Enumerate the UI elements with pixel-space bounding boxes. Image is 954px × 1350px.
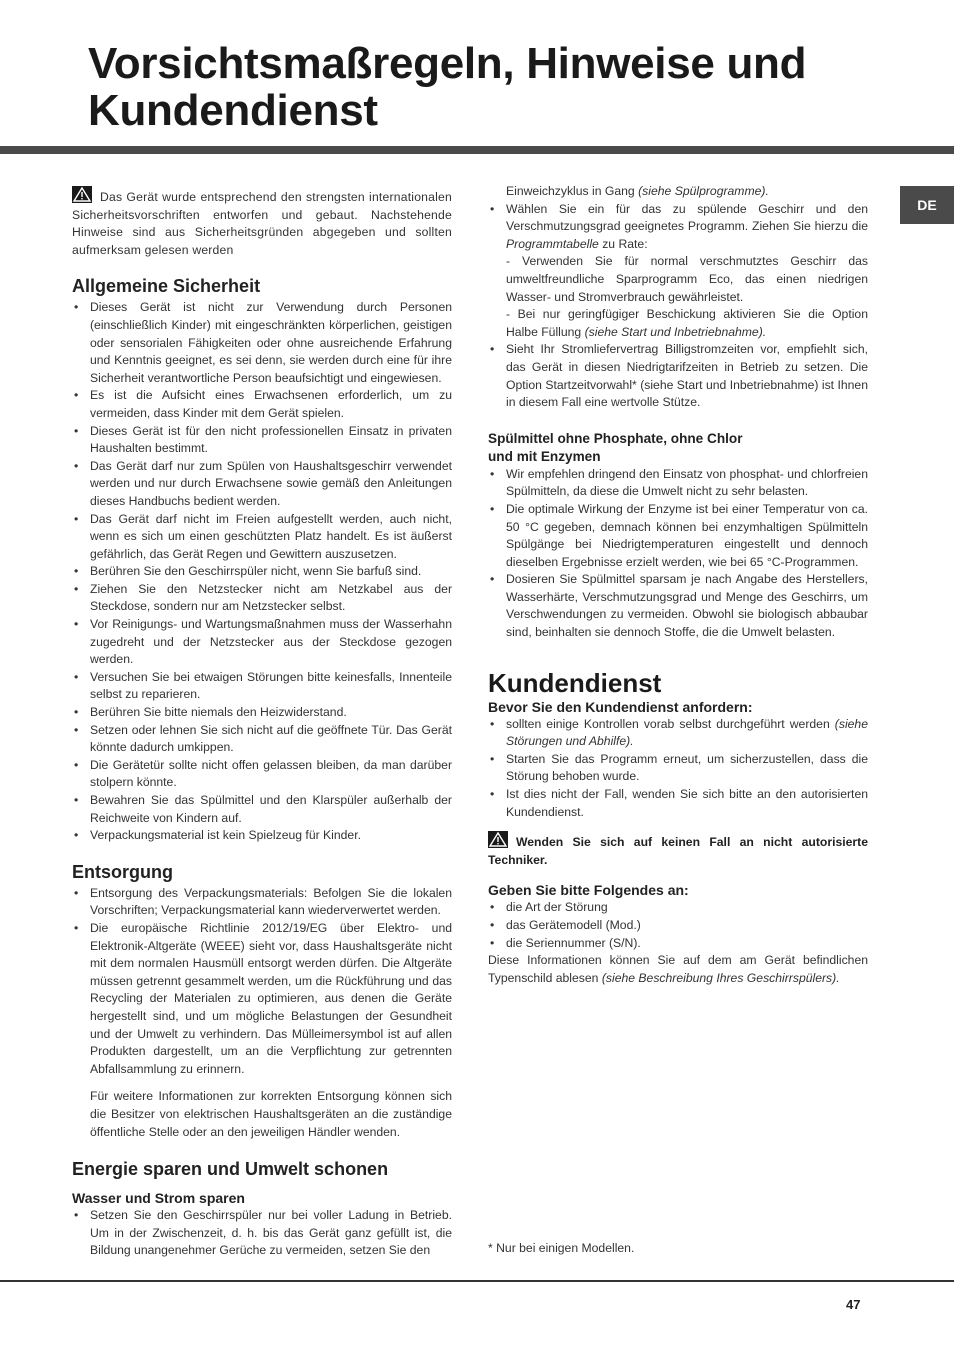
kundendienst-list [488, 716, 868, 822]
list-item: • Die optimale Wirkung der Enzyme ist bei einer Temperatur von ca. 50 °C gegeben, demnach können bei enzymhaltigen Spülmitteln Spülgänge bei Niedrigtemperaturen eingestellt und dennoch dieselben Ergebnisse erzielt werden, wie bei 65 °C-Programmen. [488, 501, 868, 571]
allgemeine-list [72, 299, 452, 844]
list-item: • Die europäische Richtlinie 2012/19/EG über Elektro- und Elektronik-Altgeräte (WEEE) sieht vor, dass Haushaltsgeräte nicht mit dem normalen Hausmüll entsorgt werden dürfen. Die Altgeräte müssen getrennt gesammelt werden, um die Rückführung und das Recycling der Materialen zu optimieren, aus denen die Geräte hergestellt sind, und um mögliche Belastungen der Gesundheit und der Umwelt zu verhindern. Das Mülleimersymbol ist auf allen Produkten dargestellt, um an die Verpflichtung zur getrennten Abfallsammlung zu erinnern. [72, 920, 452, 1078]
kundendienst-heading: Kundendienst [488, 667, 662, 698]
energie-list [72, 1207, 452, 1260]
list-item: • Dieses Gerät ist nicht zur Verwendung durch Personen (einschließlich Kinder) mit eingeschränkten körperlichen, geistigen oder sensorialen Fähigkeiten oder ohne ausreichende Erfahrung und Kenntnis geeignet, es sei denn, sie werden durch eine für ihre Sicherheit verantwortliche Person beaufsichtigt und eingewiesen. [72, 299, 452, 387]
footnote: * Nur bei einigen Modellen. [488, 1241, 635, 1255]
list-item: • Dieses Gerät ist für den nicht professionellen Einsatz in privaten Haushalten bestimmt. [72, 423, 452, 458]
energie-subheading: Wasser und Strom sparen [72, 1190, 245, 1207]
page-title-line1: Vorsichtsmaßregeln, Hinweise und [88, 39, 807, 88]
entsorgung-list [72, 885, 452, 1079]
spuelmittel-list [488, 466, 868, 642]
list-item: • die Art der Störung [488, 899, 868, 917]
list-item: • Berühren Sie bitte niemals den Heizwiderstand. [72, 704, 452, 722]
list-item: • Vor Reinigungs- und Wartungsmaßnahmen muss der Wasserhahn zugedreht und der Netzstecker aus der Steckdose gezogen werden. [72, 616, 452, 669]
page-number: 47 [846, 1297, 861, 1312]
entsorgung-note: Für weitere Informationen zur korrekten Entsorgung können sich die Besitzer von elektrischen Haushaltsgeräten an die zuständige öffentliche Stelle oder an den jeweiligen Händler wenden. [90, 1089, 452, 1139]
left-column [72, 186, 452, 1260]
allgemeine-heading: Allgemeine Sicherheit [72, 276, 261, 297]
intro-paragraph [72, 186, 452, 259]
cross-reference: (siehe Störungen und Abhilfe). [506, 716, 868, 749]
list-item: • Berühren Sie den Geschirrspüler nicht, wenn Sie barfuß sind. [72, 563, 452, 581]
right-column [488, 183, 868, 987]
warning-icon [488, 831, 508, 848]
list-item: • Entsorgung des Verpackungsmaterials: Befolgen Sie die lokalen Vorschriften; Verpackungsmaterial kann wiederverwertet werden. [72, 885, 452, 920]
list-item: • Wir empfehlen dringend den Einsatz von phosphat- und chlorfreien Spülmitteln, da diese die Umwelt nicht zu sehr belasten. [488, 466, 868, 501]
list-item: • Die Gerätetür sollte nicht offen gelassen bleiben, da man darüber stolpern könnte. [72, 757, 452, 792]
list-item: • Ist dies nicht der Fall, wenden Sie sich bitte an den autorisierten Kundendienst. [488, 786, 868, 821]
list-item: • Bewahren Sie das Spülmittel und den Klarspüler außerhalb der Reichweite von Kindern auf. [72, 792, 452, 827]
list-item: • Setzen Sie den Geschirrspüler nur bei voller Ladung in Betrieb. Um in der Zwischenzeit, d. h. bis das Gerät ganz gefüllt ist, die Bildung unangenehmer Gerüche zu vermeiden, setzen Sie den [72, 1207, 452, 1260]
closing-paragraph: Diese Informationen können Sie auf dem am Gerät befindlichen Typenschild ablesen (siehe Beschreibung Ihres Geschirrspülers). [488, 953, 868, 985]
page-title [88, 40, 806, 134]
list-item: • Das Gerät darf nur zum Spülen von Haushaltsgeschirr verwendet werden und nur durch Erwachsene sowie gemäß den Anleitungen dieses Handbuchs bedient werden. [72, 458, 452, 511]
list-item: • das Gerätemodell (Mod.) [488, 917, 868, 935]
list-item: • Starten Sie das Programm erneut, um sicherzustellen, dass die Störung behoben wurde. [488, 751, 868, 786]
entsorgung-heading: Entsorgung [72, 861, 173, 882]
cross-reference: (siehe Beschreibung Ihres Geschirrspülers). [601, 970, 840, 985]
list-item: • Es ist die Aufsicht eines Erwachsenen erforderlich, um zu vermeiden, dass Kinder mit dem Gerät spielen. [72, 387, 452, 422]
spuelmittel-heading: Spülmittel ohne Phosphate, ohne Chlor und mit Enzymen [488, 430, 743, 464]
cross-reference: (siehe Spülprogramme). [638, 184, 769, 198]
cross-reference: Programmtabelle [506, 236, 599, 251]
list-item: • Verpackungsmaterial ist kein Spielzeug für Kinder. [72, 827, 452, 845]
energie-heading: Energie sparen und Umwelt schonen [72, 1159, 389, 1180]
list-item: • die Seriennummer (S/N). [488, 935, 868, 953]
list-item: • Wählen Sie ein für das zu spülende Geschirr und den Verschmutzungsgrad geeignetes Programm. Ziehen Sie hierzu die Programmtabelle zu Rate: - Verwenden Sie für normal verschmutztes Geschirr das umweltfreundliche Sparprogramm Eco, das einen niedrigen Wasser- und Stromverbrauch gewährleistet. - Bei nur geringfügiger Beschickung aktivieren Sie die Option Halbe Füllung (siehe Start und Inbetriebnahme). [488, 201, 868, 342]
list-item: • Setzen oder lehnen Sie sich nicht auf die geöffnete Tür. Das Gerät könnte dadurch umkippen. [72, 722, 452, 757]
list-item: • Sieht Ihr Stromliefervertrag Billigstromzeiten vor, empfiehlt sich, das Gerät in diesen Niedrigtarifzeiten in Betrieb zu setzen. Die Option Startzeitvorwahl* (siehe Start und Inbetriebnahme) ist Ihnen in diesem Fall eine wertvolle Stütze. [488, 341, 868, 411]
info-heading: Geben Sie bitte Folgendes an: [488, 882, 689, 899]
cross-reference: (siehe Start und Inbetriebnahme). [584, 324, 767, 339]
energie-item1-continued: Einweichzyklus in Gang (siehe Spülprogramme). [506, 184, 769, 198]
list-item: • Das Gerät darf nicht im Freien aufgestellt werden, auch nicht, wenn es sich um einen geschützten Platz handelt. Es ist äußerst gefährlich, das Gerät Regen und Gewittern auszusetzen. [72, 511, 452, 564]
energie-list-continued [488, 201, 868, 412]
list-item: • Dosieren Sie Spülmittel sparsam je nach Angabe des Herstellers, Wasserhärte, Verschmutzungsgrad und Menge des Geschirrs, um Verschwendungen zu vermeiden. Obwohl sie biologisch abbaubar sind, beinhalten sie dennoch Stoffe, die die Umwelt belasten. [488, 571, 868, 641]
intro-text: Das Gerät wurde entsprechend den strengsten internationalen Sicherheitsvorschriften entworfen und gebaut. Nachstehende Hinweise sind aus Sicherheitsgründen abgegeben und sollten aufmerksam gelesen werden [72, 190, 452, 257]
kundendienst-warning: Wenden Sie sich auf keinen Fall an nicht autorisierte Techniker. [488, 831, 868, 869]
list-item: • Ziehen Sie den Netzstecker nicht am Netzkabel aus der Steckdose, sondern nur am Netzstecker selbst. [72, 581, 452, 616]
language-tab: DE [900, 186, 954, 224]
info-list [488, 899, 868, 952]
warning-icon [72, 186, 92, 203]
header-divider [0, 146, 954, 154]
kundendienst-subheading: Bevor Sie den Kundendienst anfordern: [488, 698, 753, 715]
footer-divider [0, 1280, 954, 1282]
list-item: • Versuchen Sie bei etwaigen Störungen bitte keinesfalls, Innenteile selbst zu reparieren. [72, 669, 452, 704]
page-title-line2: Kundendienst [88, 86, 378, 135]
list-item: • sollten einige Kontrollen vorab selbst durchgeführt werden (siehe Störungen und Abhilfe). [488, 716, 868, 751]
